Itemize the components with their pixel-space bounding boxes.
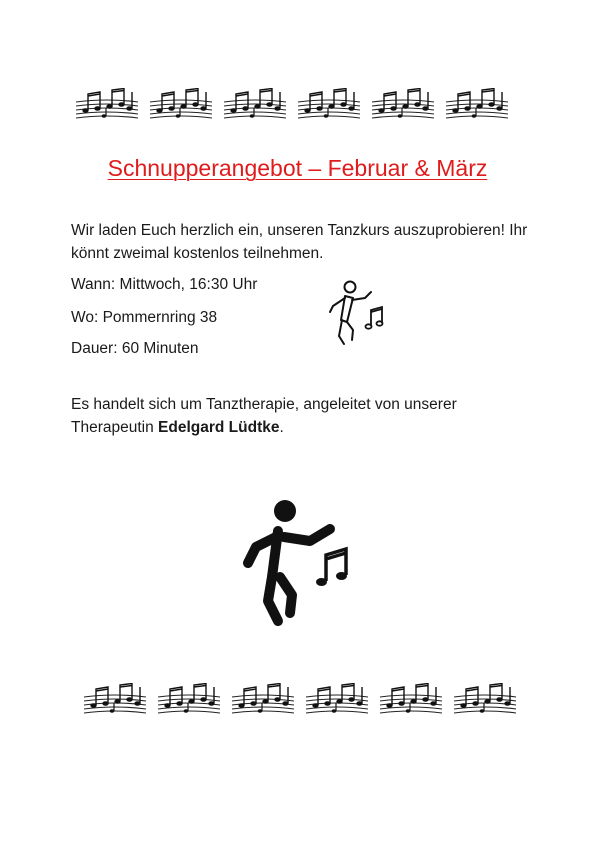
music-staff-icon bbox=[304, 683, 370, 719]
when-line: Wann: Mittwoch, 16:30 Uhr bbox=[71, 276, 258, 293]
music-staff-icon bbox=[82, 683, 148, 719]
music-staff-icon bbox=[156, 683, 222, 719]
therapist-name: Edelgard Lüdtke bbox=[158, 419, 280, 436]
bottom-music-border bbox=[82, 683, 518, 719]
music-staff-icon bbox=[296, 88, 362, 124]
dancing-person-icon bbox=[325, 278, 387, 348]
duration-line: Dauer: 60 Minuten bbox=[71, 340, 199, 357]
music-staff-icon bbox=[452, 683, 518, 719]
description-text: Es handelt sich um Tanztherapie, angeleitet von unserer Therapeutin Edelgard Lüdtke. bbox=[71, 396, 457, 436]
page-title: Schnupperangebot – Februar & März bbox=[107, 155, 488, 181]
music-staff-icon bbox=[74, 88, 140, 124]
music-staff-icon bbox=[230, 683, 296, 719]
music-staff-icon bbox=[444, 88, 510, 124]
dancing-person-icon bbox=[240, 497, 355, 629]
intro-text: Wir laden Euch herzlich ein, unseren Tanzkurs auszuprobieren! Ihr könnt zweimal kostenlos teilnehmen. bbox=[71, 222, 528, 262]
music-staff-icon bbox=[222, 88, 288, 124]
where-line: Wo: Pommernring 38 bbox=[71, 309, 218, 326]
music-staff-icon bbox=[378, 683, 444, 719]
music-staff-icon bbox=[370, 88, 436, 124]
top-music-border bbox=[74, 88, 510, 124]
music-staff-icon bbox=[148, 88, 214, 124]
